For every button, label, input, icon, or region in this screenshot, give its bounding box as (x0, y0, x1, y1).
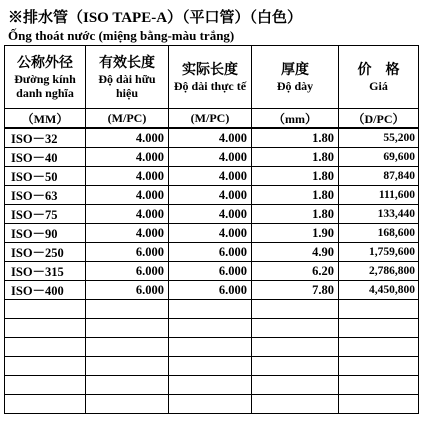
cell-size: ISO－315 (5, 262, 86, 281)
cell-effective-length: 4.000 (86, 205, 169, 224)
table-row (5, 128, 419, 148)
cell-thickness: 1.80 (252, 186, 339, 205)
cell-actual-length: 4.000 (169, 186, 252, 205)
empty-cell (339, 357, 419, 376)
cell-price: 69,600 (339, 148, 419, 167)
table-row (5, 262, 419, 281)
empty-cell (252, 300, 339, 319)
cell-price: 4,450,800 (339, 281, 419, 300)
cell-actual-length: 4.000 (169, 224, 252, 243)
header-label-zh: 价 格 (357, 62, 400, 78)
empty-cell (339, 376, 419, 395)
cell-effective-length: 4.000 (86, 224, 169, 243)
empty-cell (252, 338, 339, 357)
cell-size: ISO－40 (5, 148, 86, 167)
cell-actual-length: 6.000 (169, 243, 252, 262)
cell-size: ISO－90 (5, 224, 86, 243)
empty-cell (169, 319, 252, 338)
cell-effective-length: 4.000 (86, 186, 169, 205)
price-table (4, 45, 419, 414)
cell-size: ISO－250 (5, 243, 86, 262)
cell-price: 168,600 (339, 224, 419, 243)
header-price (339, 46, 419, 109)
cell-effective-length: 6.000 (86, 243, 169, 262)
cell-size: ISO－32 (5, 128, 86, 148)
cell-price: 87,840 (339, 167, 419, 186)
unit-row (5, 109, 419, 129)
empty-cell (252, 376, 339, 395)
empty-cell (5, 319, 86, 338)
empty-cell (252, 319, 339, 338)
header-nominal-diameter (5, 46, 86, 109)
cell-actual-length: 6.000 (169, 281, 252, 300)
cell-size: ISO－75 (5, 205, 86, 224)
empty-row (5, 338, 419, 357)
empty-cell (252, 357, 339, 376)
header-label-vi: Độ dày (276, 78, 314, 93)
header-label-zh: 公称外径 (17, 55, 73, 71)
empty-cell (169, 357, 252, 376)
cell-actual-length: 4.000 (169, 148, 252, 167)
unit-effective-length: (M/PC) (86, 109, 169, 129)
document-subtitle: Ống thoát nước (miệng bằng-màu trắng) (8, 28, 235, 43)
header-label-zh: 有效长度 (99, 55, 155, 71)
empty-cell (252, 395, 339, 414)
table-row (5, 281, 419, 300)
empty-row (5, 319, 419, 338)
empty-row (5, 300, 419, 319)
document-title: ※排水管（ISO TAPE-A）（平口管）（白色） (8, 10, 303, 26)
cell-size: ISO－63 (5, 186, 86, 205)
header-actual-length (169, 46, 252, 109)
cell-actual-length: 4.000 (169, 128, 252, 148)
cell-price: 2,786,800 (339, 262, 419, 281)
empty-cell (339, 300, 419, 319)
cell-thickness: 1.80 (252, 148, 339, 167)
table-row (5, 243, 419, 262)
header-row (5, 46, 419, 109)
empty-cell (339, 395, 419, 414)
header-label-vi: Độ dài thực tế (173, 78, 247, 93)
unit-actual-length: (M/PC) (169, 109, 252, 129)
header-label-zh: 实际长度 (182, 62, 238, 78)
table-row (5, 205, 419, 224)
cell-actual-length: 4.000 (169, 167, 252, 186)
header-effective-length (86, 46, 169, 109)
empty-cell (169, 338, 252, 357)
unit-thickness: （mm） (252, 109, 339, 129)
cell-thickness: 4.90 (252, 243, 339, 262)
cell-price: 111,600 (339, 186, 419, 205)
cell-price: 1,759,600 (339, 243, 419, 262)
table-row (5, 148, 419, 167)
empty-cell (86, 395, 169, 414)
empty-cell (169, 395, 252, 414)
cell-thickness: 1.80 (252, 167, 339, 186)
table-row (5, 186, 419, 205)
table-row (5, 224, 419, 243)
empty-row (5, 376, 419, 395)
cell-effective-length: 6.000 (86, 281, 169, 300)
empty-cell (5, 376, 86, 395)
table-row (5, 167, 419, 186)
empty-cell (5, 357, 86, 376)
empty-cell (86, 300, 169, 319)
cell-thickness: 1.90 (252, 224, 339, 243)
cell-price: 133,440 (339, 205, 419, 224)
header-label-vi: Giá (369, 78, 388, 93)
cell-size: ISO－50 (5, 167, 86, 186)
cell-effective-length: 6.000 (86, 262, 169, 281)
empty-cell (339, 338, 419, 357)
unit-price: （D/PC） (339, 109, 419, 129)
header-label-vi: Độ dài hữu hiệu (98, 71, 156, 100)
empty-cell (5, 300, 86, 319)
empty-row (5, 395, 419, 414)
empty-cell (169, 300, 252, 319)
empty-cell (86, 357, 169, 376)
empty-cell (339, 319, 419, 338)
empty-cell (86, 376, 169, 395)
cell-effective-length: 4.000 (86, 167, 169, 186)
cell-thickness: 1.80 (252, 128, 339, 148)
cell-price: 55,200 (339, 128, 419, 148)
empty-cell (169, 376, 252, 395)
header-label-zh: 厚度 (281, 62, 309, 78)
cell-effective-length: 4.000 (86, 148, 169, 167)
cell-thickness: 1.80 (252, 205, 339, 224)
header-label-vi: Đường kính danh nghĩa (14, 71, 76, 100)
empty-cell (86, 319, 169, 338)
header-thickness (252, 46, 339, 109)
cell-size: ISO－400 (5, 281, 86, 300)
cell-effective-length: 4.000 (86, 128, 169, 148)
cell-thickness: 7.80 (252, 281, 339, 300)
unit-nominal-diameter: （MM） (5, 109, 86, 129)
cell-actual-length: 4.000 (169, 205, 252, 224)
empty-row (5, 357, 419, 376)
cell-thickness: 6.20 (252, 262, 339, 281)
cell-actual-length: 6.000 (169, 262, 252, 281)
empty-cell (86, 338, 169, 357)
empty-cell (5, 338, 86, 357)
empty-cell (5, 395, 86, 414)
